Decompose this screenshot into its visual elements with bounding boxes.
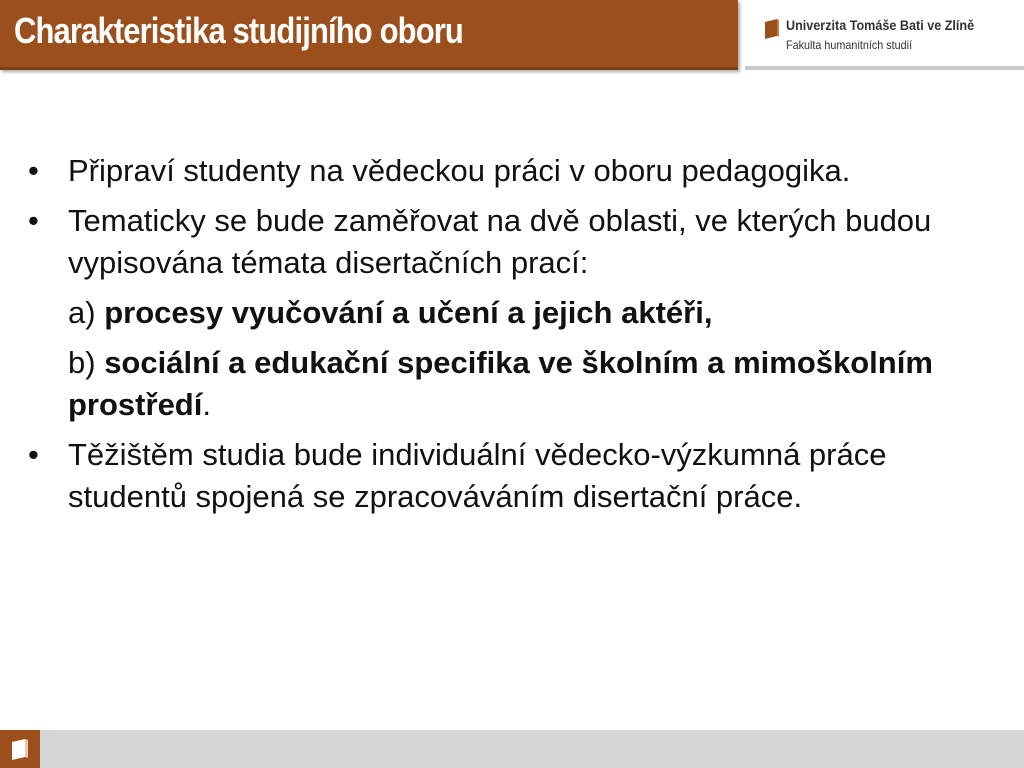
university-header [745,0,1024,70]
bullet-text: Tematicky se bude zaměřovat na dvě oblasti, ve kterých budou vypisována témata disertačních prací: [68,203,932,280]
bullet-marker: • [28,153,39,188]
university-logo-icon [764,18,780,40]
slide-title: Charakteristika studijního oboru [14,10,464,51]
bullet-text: Těžištěm studia bude individuální vědecko-výzkumná práce studentů spojená se zpracováváním disertační práce. [68,437,887,514]
sub-item-prefix: a) [68,295,105,330]
bullet-marker: • [28,437,39,472]
sub-item-b [20,342,1000,426]
bullet-marker: • [28,203,39,238]
university-name: Univerzita Tomáše Bati ve Zlíně [786,17,975,33]
bullet-item [20,200,1000,284]
book-logo-icon [11,737,29,761]
footer-logo [0,730,40,768]
faculty-name: Fakulta humanitních studií [786,38,913,52]
sub-item-bold-text: sociální a edukační specifika ve školním a mimoškolním prostředí [68,345,933,422]
bullet-text: Připraví studenty na vědeckou práci v oboru pedagogika. [68,153,851,188]
bullet-item [20,150,1000,192]
sub-item-bold-text: procesy vyučování a učení a jejich aktéři, [104,295,713,330]
slide-content [20,150,1000,526]
bullet-item [20,434,1000,518]
sub-item-prefix: b) [68,345,105,380]
footer-bar [0,730,1024,768]
sub-item-suffix: . [202,387,211,422]
title-bar [0,0,738,70]
sub-item-a [20,292,1000,334]
